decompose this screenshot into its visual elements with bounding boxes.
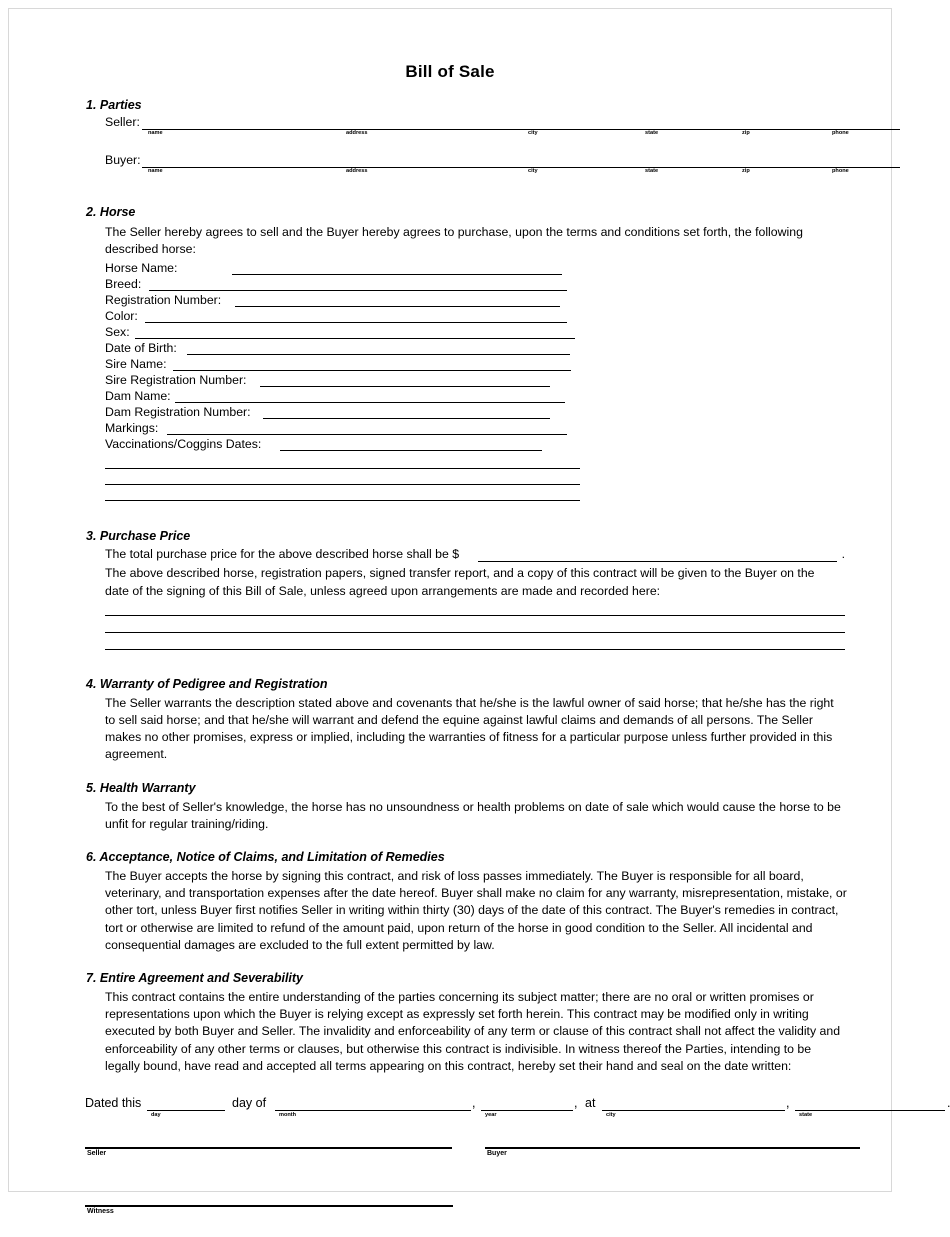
- horse-blank-line[interactable]: [105, 475, 900, 491]
- witness-signature-rule[interactable]: [85, 1205, 453, 1207]
- month-input-rule[interactable]: [275, 1110, 471, 1111]
- signature-area: [85, 1147, 860, 1237]
- caption-day: day: [151, 1112, 161, 1119]
- caption-zip: zip: [742, 130, 750, 136]
- purchase-blank-line[interactable]: [105, 606, 845, 623]
- field-input-rule[interactable]: [145, 322, 567, 323]
- price-input-rule[interactable]: [478, 561, 837, 562]
- horse-blank-line[interactable]: [105, 459, 900, 475]
- seller-signature-rule[interactable]: [85, 1147, 452, 1149]
- state-input-rule[interactable]: [795, 1110, 945, 1111]
- price-period: .: [841, 547, 845, 562]
- caption-year: year: [485, 1112, 497, 1119]
- caption-address: address: [346, 130, 368, 136]
- section-heading-warranty-pedigree: [86, 677, 900, 692]
- field-label: Markings:: [105, 421, 159, 436]
- section-warranty-pedigree: [0, 677, 900, 764]
- caption-state: state: [799, 1112, 813, 1119]
- caption-phone: phone: [832, 168, 849, 174]
- comma-3: ,: [786, 1096, 790, 1111]
- field-label: Vaccinations/Coggins Dates:: [105, 437, 262, 452]
- caption-address: address: [346, 168, 368, 174]
- comma-2: ,: [574, 1096, 578, 1111]
- party-row-buyer: [105, 153, 900, 183]
- field-sire-name: [105, 357, 900, 373]
- seller-label: Seller:: [105, 115, 140, 129]
- section-title: Warranty of Pedigree and Registration: [99, 676, 328, 691]
- caption-month: month: [279, 1112, 297, 1119]
- field-input-rule[interactable]: [167, 434, 567, 435]
- health-warranty-paragraph: To the best of Seller's knowledge, the horse has no unsoundness or health problems on date of sale which would cause the horse to be unfit for regular training/riding.: [105, 799, 841, 831]
- purchase-price-paragraph: The above described horse, registration papers, signed transfer report, and a copy of this contract will be given to the Buyer on the date of the signing of this Bill of Sale, unless agreed upon arrangements are made and recorded here:: [105, 566, 815, 598]
- caption-phone: phone: [832, 130, 849, 136]
- comma-1: ,: [472, 1096, 476, 1111]
- section-heading-purchase-price: [86, 529, 900, 544]
- section-heading-health-warranty: [86, 781, 900, 796]
- section-parties: [0, 98, 900, 183]
- section-heading-horse: [86, 205, 900, 220]
- field-label: Horse Name:: [105, 261, 178, 276]
- section-entire-agreement: [0, 971, 900, 1075]
- buyer-captions: [142, 168, 900, 180]
- field-dam-name: [105, 389, 900, 405]
- caption-city: city: [606, 1112, 616, 1119]
- section-number: 1.: [86, 98, 97, 112]
- section-heading-acceptance: [86, 850, 900, 865]
- field-input-rule[interactable]: [263, 418, 550, 419]
- dated-this-text: Dated this: [85, 1096, 142, 1111]
- day-of-text: day of: [232, 1096, 267, 1111]
- field-input-rule[interactable]: [232, 274, 562, 275]
- acceptance-paragraph: The Buyer accepts the horse by signing this contract, and risk of loss passes immediately. The Buyer is responsible for all board, veterinary, and transportation expenses after the date hereof. Buyer shall make no claim for any warranty, misrepresentation, mistake, or other tort, unless Buyer first notifies Seller in writing within thirty (30) days of the date of this contract. The Buyer's remedies in contract, tort or otherwise are limited to refund of the amount paid, upon return of the horse in good condition to the Seller. All incidental and consequential damages are excluded to the full extent permitted by law.: [105, 869, 847, 952]
- section-title: Horse: [99, 205, 136, 219]
- entire-agreement-paragraph: This contract contains the entire understanding of the parties concerning its subject matter; there are no oral or written promises or representations upon which the Buyer is relying except as expressly set forth herein. This contract may be modified only in writing executed by both Buyer and Seller. The invalidity and enforceability of any term or clause of this contract shall not affect the validity and enforceability of any other terms or clauses, but otherwise this contract is indivisible. In witness thereof the Parties, intending to be legally bound, have read and accepted all terms appearing on this contract, hereby set their hand and seal on the date written:: [105, 990, 841, 1073]
- warranty-pedigree-paragraph: The Seller warrants the description stated above and covenants that he/she is the lawful owner of said horse; that he/she has the right to sell said horse; and that he/she will warrant and defend the equine against lawful claims and demands of all persons. The Seller makes no other promises, express or implied, including the warranties of fitness for a particular purpose unless further provided in this agreement.: [105, 695, 834, 762]
- section-heading-entire-agreement: [86, 971, 900, 986]
- seller-captions: [142, 130, 900, 142]
- buyer-signature-label: Buyer: [487, 1150, 507, 1158]
- purchase-blank-line[interactable]: [105, 640, 845, 657]
- field-markings: [105, 421, 900, 437]
- price-prefix-text: The total purchase price for the above described horse shall be $: [105, 547, 460, 562]
- page-title: Bill of Sale: [405, 62, 495, 81]
- section-title: Parties: [99, 98, 142, 112]
- section-number: 5.: [86, 780, 97, 795]
- caption-zip: zip: [742, 168, 750, 174]
- field-label: Sex:: [105, 325, 130, 340]
- field-input-rule[interactable]: [175, 402, 565, 403]
- section-title: Health Warranty: [99, 780, 196, 795]
- seller-signature-label: Seller: [87, 1150, 107, 1158]
- field-horse-name: [105, 261, 900, 277]
- field-input-rule[interactable]: [173, 370, 571, 371]
- field-registration-number: [105, 293, 900, 309]
- section-number: 2.: [86, 205, 97, 219]
- caption-city: city: [528, 168, 538, 174]
- caption-state: state: [645, 130, 659, 136]
- section-health-warranty: [0, 781, 900, 833]
- field-label: Sire Name:: [105, 357, 167, 372]
- purchase-price-line: [105, 547, 845, 565]
- field-sire-registration-number: [105, 373, 900, 389]
- caption-city: city: [528, 130, 538, 136]
- field-input-rule[interactable]: [187, 354, 570, 355]
- field-label: Sire Registration Number:: [105, 373, 247, 388]
- horse-blank-line[interactable]: [105, 491, 900, 507]
- section-number: 6.: [86, 850, 97, 865]
- city-input-rule[interactable]: [602, 1110, 785, 1111]
- field-date-of-birth: [105, 341, 900, 357]
- section-number: 3.: [86, 529, 97, 544]
- field-breed: [105, 277, 900, 293]
- buyer-signature-rule[interactable]: [485, 1147, 860, 1149]
- section-title: Purchase Price: [99, 529, 191, 544]
- section-title: Acceptance, Notice of Claims, and Limitation of Remedies: [99, 850, 445, 865]
- section-title: Entire Agreement and Severability: [99, 971, 303, 986]
- dated-line: [85, 1095, 860, 1129]
- party-row-seller: [105, 115, 900, 145]
- purchase-blank-line[interactable]: [105, 623, 845, 640]
- witness-signature-label: Witness: [87, 1208, 114, 1216]
- field-label: Color:: [105, 309, 138, 324]
- horse-intro-text: The Seller hereby agrees to sell and the Buyer hereby agrees to purchase, upon the terms and conditions set forth, the following described horse:: [105, 225, 803, 257]
- section-horse: [0, 205, 900, 507]
- field-vaccinations-coggins-dates: [105, 437, 900, 453]
- day-input-rule[interactable]: [147, 1110, 225, 1111]
- section-acceptance: [0, 850, 900, 954]
- field-label: Dam Registration Number:: [105, 405, 251, 420]
- buyer-label: Buyer:: [105, 153, 141, 167]
- field-label: Breed:: [105, 277, 142, 292]
- year-input-rule[interactable]: [481, 1110, 573, 1111]
- section-number: 7.: [86, 971, 97, 986]
- field-label: Registration Number:: [105, 293, 222, 308]
- field-input-rule[interactable]: [135, 338, 575, 339]
- section-purchase-price: [0, 529, 900, 656]
- caption-name: name: [148, 168, 163, 174]
- field-dam-registration-number: [105, 405, 900, 421]
- field-input-rule[interactable]: [280, 450, 542, 451]
- field-color: [105, 309, 900, 325]
- field-input-rule[interactable]: [149, 290, 567, 291]
- caption-name: name: [148, 130, 163, 136]
- section-heading-parties: [86, 98, 900, 113]
- field-label: Dam Name:: [105, 389, 171, 404]
- field-label: Date of Birth:: [105, 341, 177, 356]
- field-sex: [105, 325, 900, 341]
- at-text: at: [585, 1096, 596, 1111]
- caption-state: state: [645, 168, 659, 174]
- section-number: 4.: [86, 676, 97, 691]
- field-input-rule[interactable]: [235, 306, 560, 307]
- field-input-rule[interactable]: [260, 386, 550, 387]
